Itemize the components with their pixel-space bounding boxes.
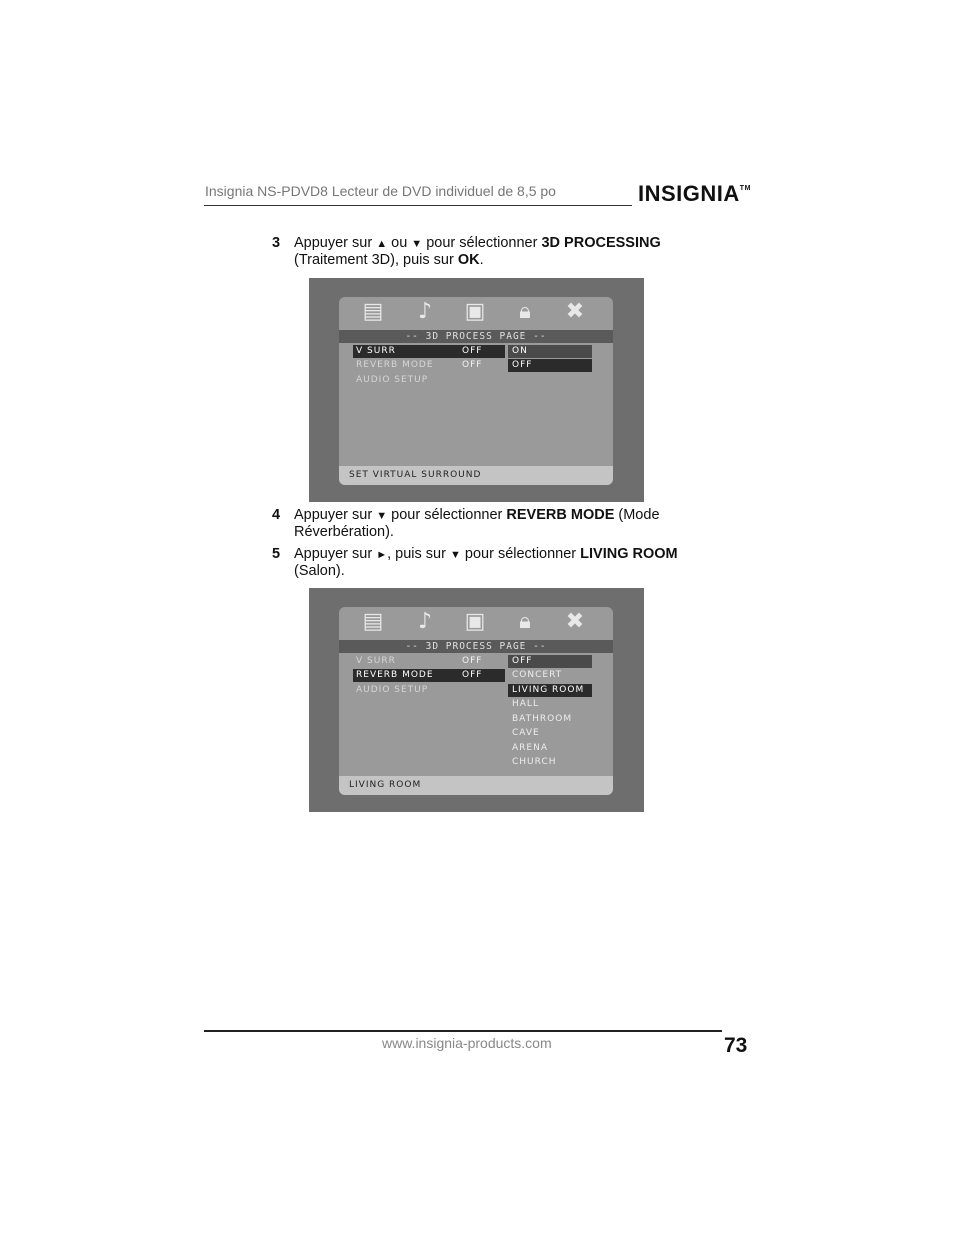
- step-number: 3: [272, 235, 281, 251]
- step-line: Appuyer sur ▲ ou ▼ pour sélectionner 3D PROCESSING: [294, 235, 661, 251]
- page-number: 73: [724, 1034, 748, 1057]
- osd-row-reverb-mode: REVERB MODE OFF: [353, 669, 505, 682]
- down-arrow-icon: ▼: [449, 549, 461, 561]
- step-number: 5: [272, 546, 281, 562]
- exit-icon: ✖: [565, 609, 585, 634]
- osd-status-bar: [339, 776, 613, 795]
- osd-icon-bar: [339, 607, 613, 643]
- step-5: [272, 546, 732, 580]
- step-number: 4: [272, 507, 281, 523]
- osd-option-living-room: LIVING ROOM: [508, 684, 592, 697]
- osd-row-reverb-mode: REVERB MODE OFF: [356, 360, 483, 370]
- step-line: Appuyer sur ▼ pour sélectionner REVERB MODE (Mode: [294, 507, 660, 523]
- osd-option-hall: HALL: [512, 699, 539, 709]
- step-line: (Salon).: [294, 563, 345, 579]
- right-arrow-icon: ►: [376, 549, 388, 561]
- audio-setup-icon: ♪: [417, 609, 433, 634]
- down-arrow-icon: ▼: [376, 510, 388, 522]
- step-4: [272, 507, 732, 541]
- osd-icon-bar: [339, 297, 613, 333]
- osd-row-v-surr: V SURR OFF: [353, 345, 505, 358]
- osd-page-title: -- 3D PROCESS PAGE --: [405, 331, 547, 342]
- insignia-logo: INSIGNIA™: [638, 181, 751, 206]
- osd-option-cave: CAVE: [512, 728, 540, 738]
- footer-url: www.insignia-products.com: [382, 1035, 552, 1051]
- osd-option-concert: CONCERT: [512, 670, 563, 680]
- footer-divider: [204, 1030, 722, 1032]
- video-setup-icon: ▣: [464, 299, 486, 324]
- osd-row-audio-setup: AUDIO SETUP: [356, 685, 429, 695]
- lock-icon: 🔒︎: [519, 609, 531, 634]
- osd-page-title: -- 3D PROCESS PAGE --: [405, 641, 547, 652]
- lock-icon: 🔒︎: [519, 299, 531, 324]
- osd-title-bar: [339, 330, 613, 343]
- general-setup-icon: ▤: [362, 299, 384, 324]
- general-setup-icon: ▤: [362, 609, 384, 634]
- step-line: (Traitement 3D), puis sur OK.: [294, 252, 484, 268]
- osd-row-v-surr: V SURR OFF: [356, 656, 483, 666]
- up-arrow-icon: ▲: [376, 238, 388, 250]
- osd-option-arena: ARENA: [512, 743, 548, 753]
- video-setup-icon: ▣: [464, 609, 486, 634]
- osd-status-text: LIVING ROOM: [349, 780, 422, 790]
- step-3: [272, 235, 732, 269]
- osd-option-church: CHURCH: [512, 757, 557, 767]
- osd-title-bar: [339, 640, 613, 653]
- running-header: Insignia NS-PDVD8 Lecteur de DVD individuel de 8,5 po: [205, 183, 556, 199]
- osd-option-bathroom: BATHROOM: [512, 714, 573, 724]
- down-arrow-icon: ▼: [411, 238, 423, 250]
- audio-setup-icon: ♪: [417, 299, 433, 324]
- header-divider: [204, 205, 632, 206]
- osd-row-audio-setup: AUDIO SETUP: [356, 375, 429, 385]
- osd-status-bar: [339, 466, 613, 485]
- step-line: Réverbération).: [294, 524, 394, 540]
- osd-status-text: SET VIRTUAL SURROUND: [349, 470, 482, 480]
- exit-icon: ✖: [565, 299, 585, 324]
- osd-option-off: OFF: [508, 359, 592, 372]
- osd-option-on: ON: [508, 345, 592, 358]
- osd-screenshot-reverb-mode: [309, 588, 644, 812]
- osd-screenshot-3d-process: [309, 278, 644, 502]
- osd-menu: [339, 297, 613, 485]
- step-line: Appuyer sur ►, puis sur ▼ pour sélectionner LIVING ROOM: [294, 546, 678, 562]
- osd-option-off: OFF: [508, 655, 592, 668]
- osd-menu: [339, 607, 613, 795]
